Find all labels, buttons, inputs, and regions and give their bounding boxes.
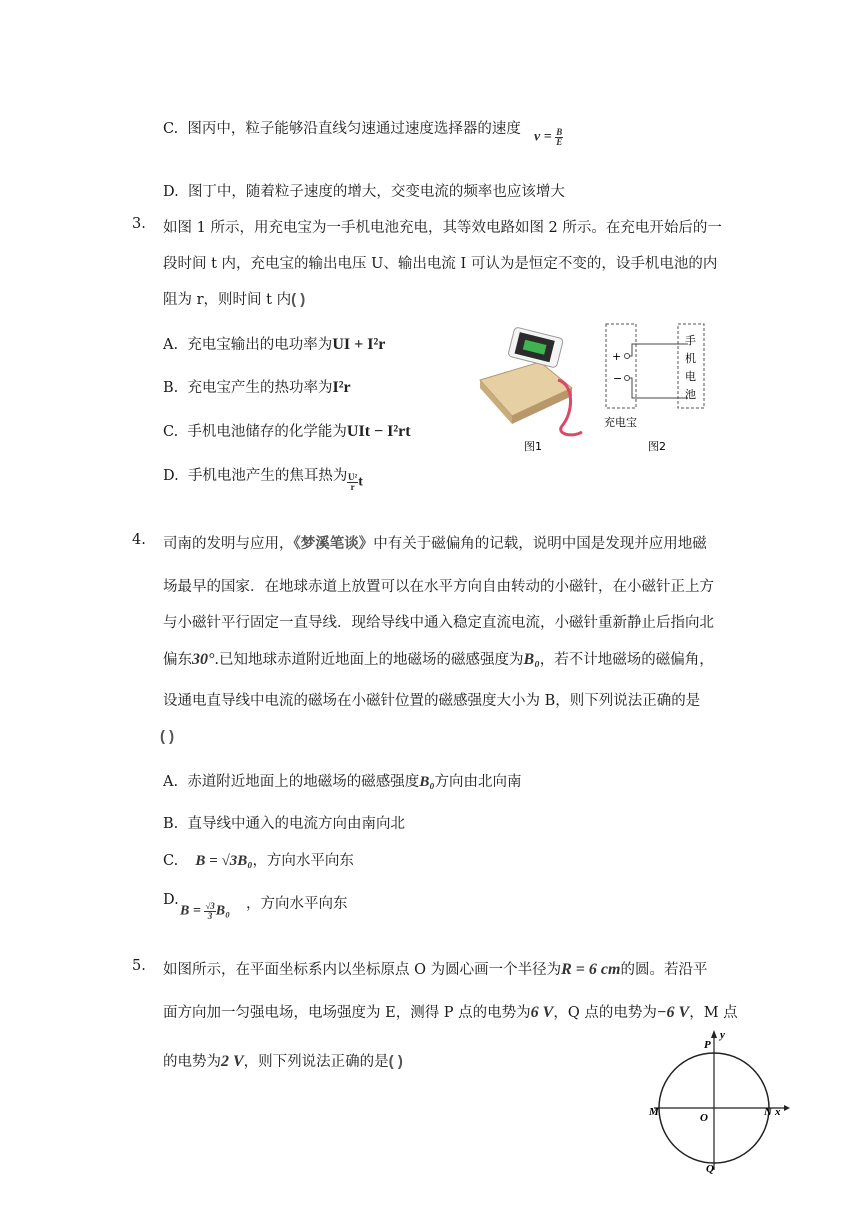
option-text: 图丁中，随着粒子速度的增大，交变电流的频率也应该增大 bbox=[187, 184, 565, 200]
q5-line3: 的电势为2 V，则下列说法正确的是( ) bbox=[163, 1053, 403, 1070]
q5-circle-figure bbox=[644, 1024, 794, 1174]
q3-line1: 如图 1 所示，用充电宝为一手机电池充电，其等效电路如图 2 所示。在充电开始后的一 bbox=[163, 220, 722, 236]
circuit-diagram bbox=[604, 324, 704, 429]
option-text: 图丙中，粒子能够沿直线匀速通过速度选择器的速度 bbox=[187, 121, 521, 137]
option-letter: D. bbox=[163, 184, 179, 200]
label-n: N bbox=[764, 1106, 772, 1118]
q5-number: 5. bbox=[132, 958, 146, 974]
q3-option-d-formula: $\frac{\text{U²}}{r}$ t bbox=[348, 472, 363, 492]
q4-line5: 设通电直导线中电流的磁场在小磁针位置的磁感强度大小为 B，则下列说法正确的是 bbox=[163, 693, 701, 709]
q5-line1: 如图所示，在平面坐标系内以坐标原点 O 为圆心画一个半径为R = 6 cm的圆。若沿平 bbox=[163, 961, 708, 978]
q3-line3: 阻为 r，则时间 t 内( ) bbox=[163, 291, 306, 308]
q3-option-b: B. 充电宝产生的热功率为I²r bbox=[163, 379, 351, 396]
q3-figure bbox=[462, 322, 722, 462]
svg-text:机: 机 bbox=[685, 352, 696, 365]
q4-option-c: C. B = √3B₀，方向水平向东 bbox=[163, 853, 354, 869]
q4-option-d-formula: B = $\frac{√3}{3}$ B₀ bbox=[180, 901, 230, 921]
q2-option-c-formula: v = $\frac{B}{E}$ bbox=[534, 127, 563, 147]
svg-text:电: 电 bbox=[685, 370, 696, 383]
q3-option-d: D. 手机电池产生的焦耳热为 bbox=[163, 468, 348, 484]
label-p: P bbox=[704, 1039, 711, 1051]
svg-text:手: 手 bbox=[685, 334, 696, 347]
q4-option-d: D. bbox=[163, 892, 179, 908]
svg-text:−: − bbox=[613, 372, 623, 385]
label-q: Q bbox=[706, 1163, 714, 1174]
q5-line2: 面方向加一匀强电场，电场强度为 E，测得 P 点的电势为6 V，Q 点的电势为−6 V，M 点 bbox=[163, 1004, 738, 1021]
q4-option-a: A. 赤道附近地面上的地磁场的磁感强度B₀方向由北向南 bbox=[163, 774, 522, 790]
q3-number: 3. bbox=[132, 216, 146, 232]
q4-line1: 司南的发明与应用，《梦溪笔谈》中有关于磁偏角的记载，说明中国是发现并应用地磁 bbox=[163, 535, 707, 552]
option-letter: C. bbox=[163, 121, 179, 137]
label-o: O bbox=[700, 1112, 708, 1124]
q4-option-b: B. 直导线中通入的电流方向由南向北 bbox=[163, 816, 405, 832]
q4-number: 4. bbox=[132, 532, 146, 548]
answer-bracket: ( ) bbox=[291, 291, 306, 308]
label-y: y bbox=[720, 1029, 725, 1041]
q4-answer-bracket: ( ) bbox=[160, 728, 175, 745]
power-bank-image bbox=[480, 327, 582, 435]
label-m: M bbox=[649, 1106, 659, 1118]
fig1-caption: 图1 bbox=[524, 440, 542, 453]
q4-option-d-text: ，方向水平向东 bbox=[246, 896, 348, 912]
q2-option-c bbox=[163, 117, 521, 138]
charger-label: 充电宝 bbox=[604, 416, 637, 429]
q4-line2: 场最早的国家．在地球赤道上放置可以在水平方向自由转动的小磁针，在小磁针正上方 bbox=[163, 579, 714, 595]
q3-option-c: C. 手机电池储存的化学能为UIt − I²rt bbox=[163, 423, 411, 440]
fig2-caption: 图2 bbox=[648, 440, 666, 453]
label-x: x bbox=[775, 1106, 781, 1118]
q3-option-a: A. 充电宝输出的电功率为UI + I²r bbox=[163, 336, 386, 353]
q4-line4: 偏东30°.已知地球赤道附近地面上的地磁场的磁感强度为B₀，若不计地磁场的磁偏角， bbox=[163, 651, 714, 668]
q4-line3: 与小磁针平行固定一直导线．现给导线中通入稳定直流电流，小磁针重新静止后指向北 bbox=[163, 615, 714, 631]
svg-text:池: 池 bbox=[685, 388, 696, 401]
answer-bracket: ( ) bbox=[388, 1053, 403, 1070]
q2-option-d bbox=[163, 180, 565, 201]
q3-line2: 段时间 t 内，充电宝的输出电压 U、输出电流 I 可认为是恒定不变的，设手机电池的内 bbox=[163, 256, 718, 272]
svg-text:+: + bbox=[612, 350, 622, 363]
